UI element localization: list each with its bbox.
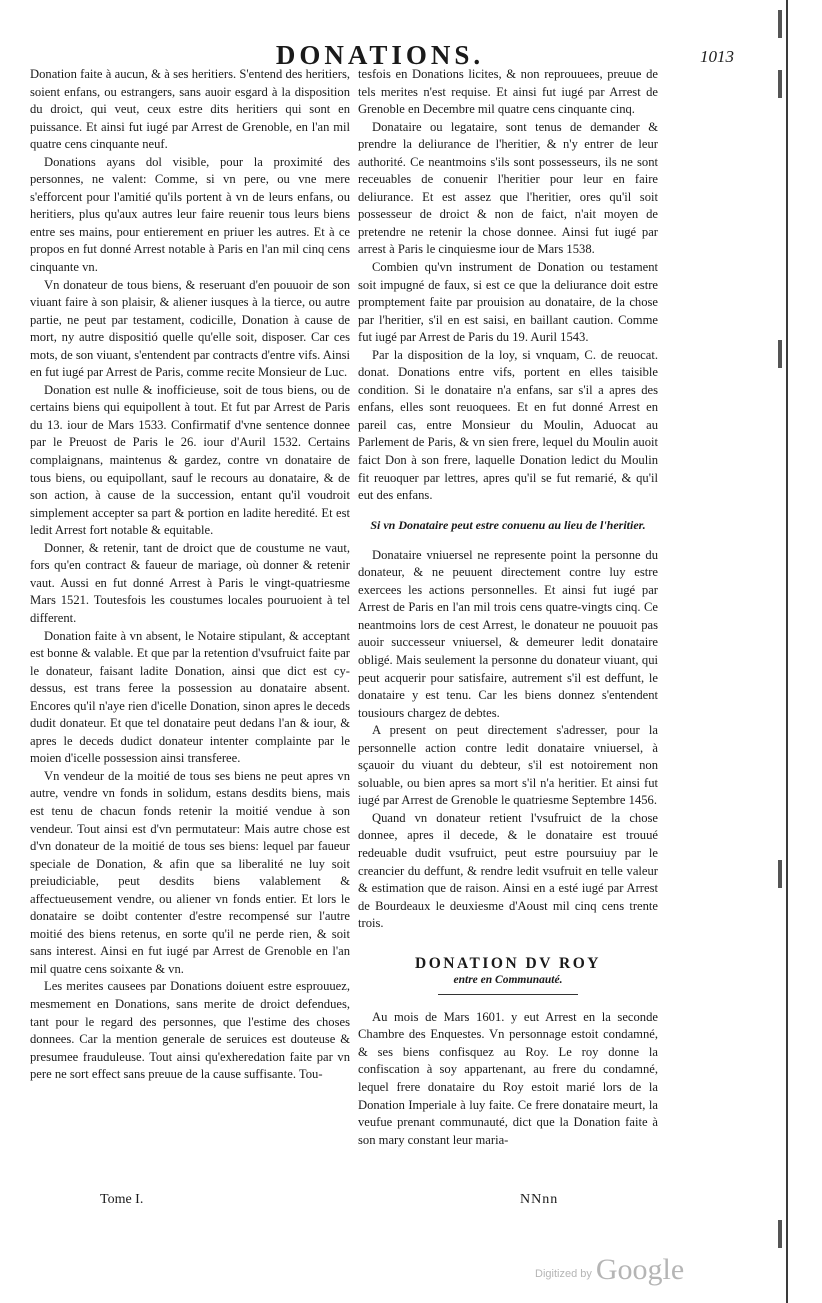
edge-mark [778,70,782,98]
google-watermark [535,1251,745,1285]
sub-heading: Si vn Donataire peut estre conuenu au lieu de l'heritier. [370,517,646,532]
paragraph: Donations ayans dol visible, pour la proximité des personnes, ne valent: Comme, si vn pere, ou vne mere s'efforcent pour l'amitié qu'ils portent à vn de leurs enfans, ou heritiers, plus qu'aux autres leur faire reuenir tous leurs biens entre ses mains, pour entierement en priuer les autres. Et à ce propos en fut donné Arrest notable à Paris en l'an mil cinq cens cinquante vn. [30,154,350,275]
paragraph: Vn donateur de tous biens, & reseruant d'en pouuoir de son viuant faire à son plaisir, & aliener iusques à la tierce, ou autre partie, ne peut par testament, codicille, Donation à cause de mort, ny autre dispositió quelle qu'elle soit, disposer. Car ces mots, de son viuant, s'entendent par contracts d'entre vifs. Ainsi en fut iugé par Arrest de Paris, comme recite Monsieur de Luc. [30,277,350,380]
paragraph: Quand vn donateur retient l'vsufruict de la chose donnee, apres il decede, & le donataire est trouué redeuable dudit vsufruict, peut estre poursuiuy par le creancier du deffunt, & rendre ledit vsufruit en telle valeur & estimation que de raison. Ainsi en a esté iugé par Arrest de Bourdeaux le deuxiesme d'Aoust mil cinq cens trente trois. [358,810,658,931]
section-subtitle: entre en Communauté. [358,972,658,995]
right-text-column [358,66,658,1186]
edge-mark [778,1220,782,1248]
left-text-column [30,66,350,1186]
watermark-prefix: Digitized by [535,1268,592,1280]
paragraph: Les merites causees par Donations doiuent estre esprouuez, mesmement en Donations, sans merite de droict defendues, tant pour le regard des personnes, que l'estime des choses donnees. Car la mention generale de seruices est douteuse & presumee frauduleuse. Tout ainsi qu'exheredation faite par vn pere ne sort effect sans preuue de la cause suffisante. Tou- [30,979,350,1082]
edge-line [786,0,788,1303]
paragraph: Combien qu'vn instrument de Donation ou testament soit impugné de faux, si est ce que la deliurance doit estre promptement faite par prouision au donataire, de la chose par l'heritier, s'il en est saisi, en baillant caution. Comme fut iugé par Arrest de Paris du 19. Auril 1543. [358,260,658,345]
paragraph: A present on peut directement s'adresser, pour la personnelle action contre ledit donataire vniuersel, à sçauoir du viuant du debteur, s'il est notoirement non soluable, ou bien apres sa mort s'il n'a heritier. Et ainsi fut iugé par Arrest de Grenoble le quatriesme Septembre 1456. [358,723,658,808]
edge-mark [778,340,782,368]
paragraph: Donner, & retenir, tant de droict que de coustume ne vaut, fors qu'en contract & faueur de mariage, où donner & retenir vaut. Aussi en fut donné Arrest à Paris le vingt-quatriesme Mars 1521. Toutesfois les coustumes locales pouruoient à tel different. [30,540,350,625]
page-number: 1013 [700,47,734,66]
paragraph: Donation faite à aucun, & à ses heritiers. S'entend des heritiers, soient enfans, ou estrangers, sans auoir esgard à la disposition du droict, qui veut, ceux estre dits heritiers qui sont en puissance. Et ainsi fut iugé par Arrest de Grenoble, en l'an mil quatre cens cinquante neuf. [30,67,350,152]
paragraph: Au mois de Mars 1601. y eut Arrest en la seconde Chambre des Enquestes. Vn personnage estoit condamné, & ses biens confisquez au Roy. Le roy donne la confiscation à soy appartenant, au frere du condamné, lequel frere donataire du Roy estoit marié lors de la Donation Imperiale à luy faite. Ce frere donataire meurt, la veufue prenant communauté, dict que la Donation faite à son mary constant leur maria- [358,1009,658,1147]
paragraph: Donation faite à vn absent, le Notaire stipulant, & acceptant est bonne & valable. Et que par la retention d'vsufruict faite par le donateur, faisant ladite Donation, ainsi que dict est cy-dessus, est trans feree la possession au donataire absent. Encores qu'il n'aye rien d'icelle Donation, sinon apres le deceds dudit donateur. Et que tel donataire peut dedans l'an & iour, & apres le deceds dudict donateur intenter complainte par le moien d'icelle possession ainsi transferee. [30,628,350,766]
paragraph-continuation: tesfois en Donations licites, & non reprouuees, preuue de tels merites n'est requise. Et ainsi fut iugé par Arrest de Grenoble en Decembre mil quatre cens cinquante cinq. [358,67,658,117]
signature-mark: NNnn [520,1192,559,1207]
edge-mark [778,10,782,38]
paragraph: Donataire ou legataire, sont tenus de demander & prendre la deliurance de l'heritier, & n'y entrer de leur authorité. Ce neantmoins s'ils sont possesseurs, ils ne sont receuables de conuenir l'heritier pour leur en faire deliurance. Et est assez que l'heritier, ores qu'il soit possesseur de droict & non de faict, n'ait moyen de pretendre ne retenir la chose donnee. Ainsi fut iugé par arrest à Paris le cinquiesme iour de Mars 1538. [358,119,658,257]
watermark-brand: Google [595,1253,685,1286]
paragraph: Vn vendeur de la moitié de tous ses biens ne peut apres vn autre, vendre vn fonds in solidum, estans desdits biens, mais est tenu de chacun fonds retenir la moitié vendue à son vendeur. Tout ainsi est d'vn permutateur: Mais autre chose est d'vn donateur de la moitié de tous ses biens: lequel par faueur speciale de Donation, & afin que sa liberalité ne luy soit preiudiciable, peut desdits biens valablement & affectueusement vendre, ou aliener vn fonds entier. Et lors le donataire se doibt contenter d'estre recompensé sur l'autre moitié des biens retenus, en sorte qu'il ne perde rien, & soit sans interest. Ainsi en fut iugé par Arrest de Grenoble en l'an mil quatre cens soixante & vn. [30,768,350,976]
paragraph: Donation est nulle & inofficieuse, soit de tous biens, ou de certains biens qui equipollent à tout. Et fut par Arrest de Paris du 13. iour de Mars 1533. Confirmatif d'vne sentence donnee par le Preuost de Paris le 26. iour d'Auril 1532. Certains complaignans, maintenus & gardez, contre vn donataire de tous biens, ou equipollant, sauf le recours au donataire, & de son action, à cause de la succession, entant qu'il voudroit simplement accepter sa part & portion en ladite heredité. Et est ledit Arrest fort notable & equitable. [30,382,350,538]
footer-tome: Tome I. [100,1192,144,1207]
page-edge-binding [764,0,822,1303]
section-title: DONATION DV ROY [415,954,601,972]
paragraph: Donataire vniuersel ne represente point la personne du donateur, & ne peuuent directement contre luy estre exercees les actions personnelles. Et ainsi fut iugé par Arrest de Paris en l'an mil trois cens quatre-vingts cinq. Ce neantmoins lors de cest Arrest, le donateur ne pouuoit pas auoir successeur vniuersel, & demeurer ledit donataire obligé. Mais seulement la personne du donateur viuant, qui peut acquerir pour satisfaire, autrement s'il est deffunt, le donataire y est tenu. Car les biens donnez s'entendent tousiours chargez de debtes. [358,547,658,720]
running-header-title: DONATIONS. [275,40,485,70]
paragraph: Par la disposition de la loy, si vnquam, C. de reuocat. donat. Donations entre vifs, portent en elles taisible condition. Si le donataire n'a enfans, sar s'il a apres des enfans, elles sont reuoquees. Et en fut donné Arrest en pareil cas, entre Monsieur du Moulin, Aduocat au Parlement de Paris, & vn sien frere, lequel du Moulin auoit faict Don à son frere, laquelle Donation ledict du Moulin fit reuoquer par lettres, apres qu'il se fut remarié, & qu'il eut des enfans. [358,347,658,503]
edge-mark [778,860,782,888]
